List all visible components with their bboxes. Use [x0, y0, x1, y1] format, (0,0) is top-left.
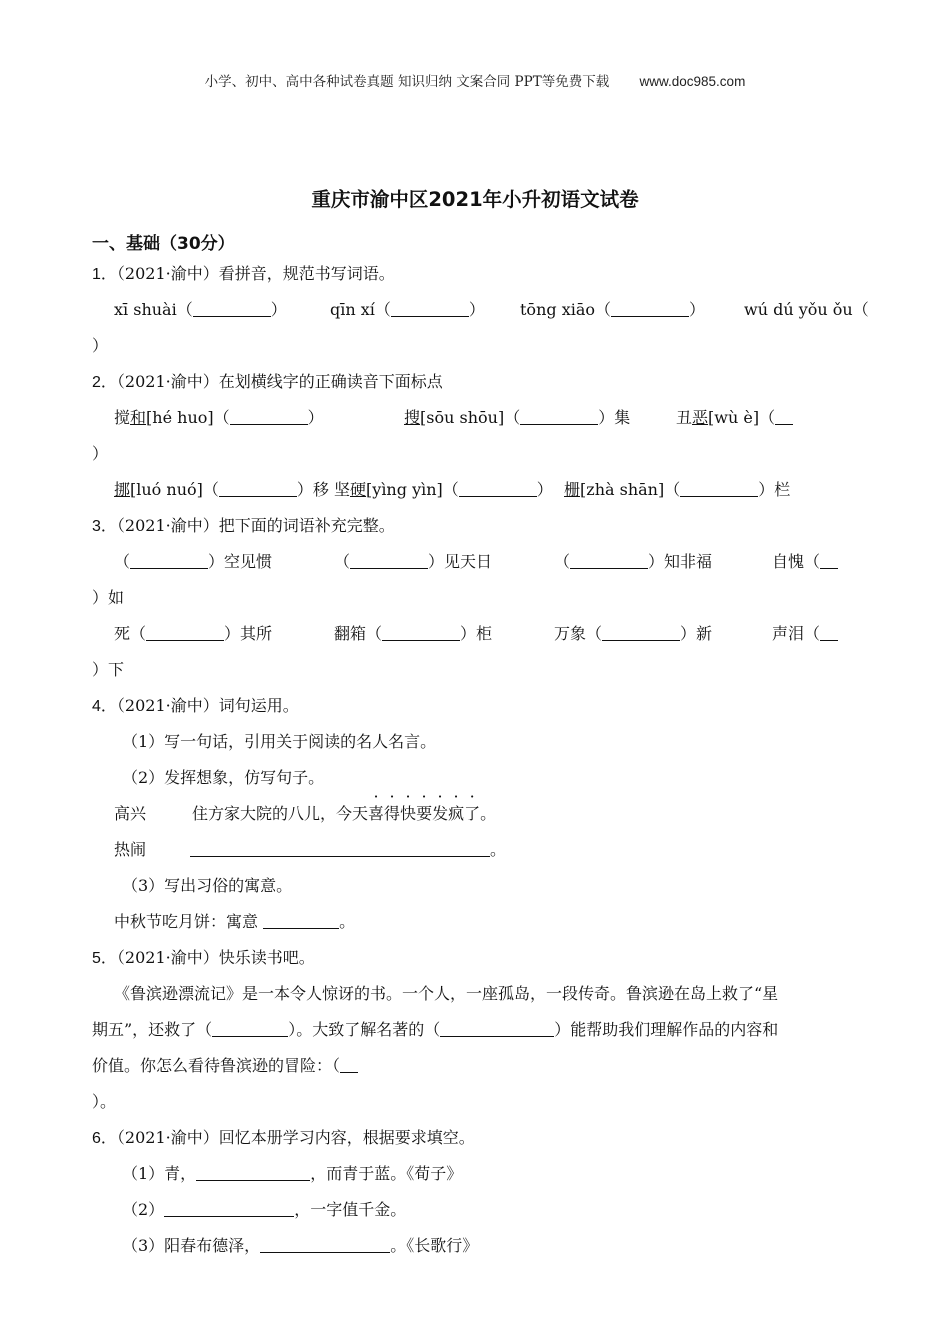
punctuation: 。	[490, 840, 507, 859]
answer-blank[interactable]	[212, 1018, 288, 1037]
idiom-part: 如	[108, 588, 125, 607]
idiom-part: 翻箱	[334, 624, 367, 643]
q2-item-underlined: 栅	[564, 480, 581, 499]
idiom-part: 自愧	[772, 552, 805, 571]
idiom-part: 万象	[554, 624, 587, 643]
q4-example	[92, 796, 862, 832]
example-word: 高兴	[114, 804, 147, 823]
imitation-word: 热闹	[114, 840, 147, 859]
q3-row-1: （ ）空见惯 （ ）见天日 （ ）知非福 自愧（	[92, 544, 862, 580]
q2-row-1: 搅和[hé huo]（ ） 搜[sōu shōu]（ ）集 丑恶[wù è]（	[92, 400, 862, 436]
poem-text: （3）阳春布德泽，	[122, 1236, 261, 1255]
q5-passage-line	[92, 1012, 862, 1048]
custom-prompt: 中秋节吃月饼：寓意	[114, 912, 259, 931]
q2-item-pinyin: [hé huo]	[146, 408, 214, 427]
answer-blank[interactable]	[340, 1054, 358, 1073]
example-sentence: 住方家大院的八儿，今天	[192, 804, 369, 823]
q6-item-3	[92, 1228, 862, 1264]
q4-number: 4．	[92, 698, 117, 715]
q5-number: 5．	[92, 950, 117, 967]
answer-blank[interactable]	[820, 622, 838, 641]
answer-blank[interactable]	[680, 478, 758, 497]
q2-number: 2．	[92, 374, 117, 391]
q3-text: （2021·渝中）把下面的词语补充完整。	[116, 516, 395, 535]
q2-item-char: 栏	[774, 480, 791, 499]
idiom-part: 柜	[476, 624, 493, 643]
q6-item-1	[92, 1156, 862, 1192]
q1-pinyin: qīn xí	[330, 300, 375, 319]
q1-pinyin: xī shuài	[114, 300, 177, 319]
poem-text: ，一字值千金。	[294, 1200, 407, 1219]
q2-item-pinyin: [sōu shōu]	[420, 408, 505, 427]
q5-passage-line	[92, 1048, 862, 1084]
idiom-part: 新	[696, 624, 713, 643]
q6-number: 6．	[92, 1130, 117, 1147]
q4-imitation	[92, 832, 862, 868]
answer-blank[interactable]	[196, 1162, 310, 1181]
emphasized-phrase: 喜得快要发疯了	[368, 804, 481, 823]
answer-blank[interactable]	[130, 550, 208, 569]
answer-blank[interactable]	[440, 1018, 554, 1037]
question-4	[92, 688, 862, 724]
q1-pinyin: tōng xiāo	[520, 300, 596, 319]
answer-blank[interactable]	[219, 478, 297, 497]
q1-text: （2021·渝中）看拼音，规范书写词语。	[116, 264, 395, 283]
q2-item-underlined: 搜	[404, 408, 421, 427]
answer-blank[interactable]	[164, 1198, 294, 1217]
q6-item-2	[92, 1192, 862, 1228]
q4-custom	[92, 904, 862, 940]
page-title: 重庆市渝中区2021年小升初语文试卷	[311, 188, 639, 211]
page-header	[0, 70, 950, 90]
q2-wrap: ）	[92, 444, 109, 463]
exam-content	[92, 232, 869, 1264]
idiom-part: 死	[114, 624, 131, 643]
q4-text: （2021·渝中）词句运用。	[116, 696, 299, 715]
q2-item-underlined: 恶	[692, 408, 709, 427]
q2-item-underlined: 硬	[350, 480, 367, 499]
question-5	[92, 940, 862, 976]
q3-row-2: 死（ ）其所 翻箱（ ）柜 万象（ ）新 声泪（	[92, 616, 862, 652]
idiom-part: 其所	[240, 624, 273, 643]
answer-blank[interactable]	[350, 550, 428, 569]
question-3	[92, 508, 862, 544]
question-6	[92, 1120, 862, 1156]
question-2	[92, 364, 862, 400]
q1-wrap: ）	[92, 336, 109, 355]
answer-blank[interactable]	[382, 622, 460, 641]
q3-wrap-2: ）下	[92, 660, 125, 679]
punctuation: 。	[339, 912, 356, 931]
answer-blank[interactable]	[570, 550, 648, 569]
q2-item-char: 移	[312, 480, 329, 499]
passage-text: ）能帮助我们理解作品的内容和	[554, 1020, 779, 1039]
answer-blank[interactable]	[391, 298, 469, 317]
answer-blank[interactable]	[190, 838, 490, 857]
question-1	[92, 256, 862, 292]
q2-row-2: 挪[luó nuó]（ ）移 坚硬[yìng yìn]（ ） 栅[zhà shān]（ ）栏	[114, 480, 791, 499]
q1-number: 1．	[92, 266, 117, 283]
poem-text: （1）青，	[122, 1164, 197, 1183]
q2-item-char: 坚	[334, 480, 351, 499]
idiom-part: 声泪	[772, 624, 805, 643]
answer-blank[interactable]	[602, 622, 680, 641]
answer-blank[interactable]	[263, 910, 339, 929]
poem-text: （2）	[122, 1200, 165, 1219]
answer-blank[interactable]	[230, 406, 308, 425]
q4-part-3: （3）写出习俗的寓意。	[122, 876, 293, 895]
q3-number: 3．	[92, 518, 117, 535]
q5-passage-line: ）。	[92, 1092, 117, 1111]
poem-text: ，而青于蓝。《荀子》	[310, 1164, 463, 1183]
answer-blank[interactable]	[611, 298, 689, 317]
q1-row: xī shuài（ ） qīn xí（ ） tōng xiāo（ ） wú dú yǒu ǒu（	[114, 300, 869, 319]
q2-item-pinyin: [wù è]	[708, 408, 760, 427]
q5-passage-line: 《鲁滨逊漂流记》是一本令人惊讶的书。一个人，一座孤岛，一段传奇。鲁滨逊在岛上救了“星	[114, 984, 779, 1003]
q2-item-underlined: 挪	[114, 480, 131, 499]
passage-text: 价值。你怎么看待鲁滨逊的冒险：（	[92, 1056, 341, 1075]
q6-text: （2021·渝中）回忆本册学习内容，根据要求填空。	[116, 1128, 475, 1147]
idiom-part: 空见惯	[224, 552, 273, 571]
answer-blank[interactable]	[459, 478, 537, 497]
section-heading: 一、基础（30分）	[92, 234, 235, 254]
q4-part-1: （1）写一句话，引用关于阅读的名人名言。	[122, 732, 437, 751]
q2-item-underlined: 和	[130, 408, 147, 427]
q2-text: （2021·渝中）在划横线字的正确读音下面标点	[116, 372, 443, 391]
poem-text: 。《长歌行》	[390, 1236, 479, 1255]
header-text: 小学、初中、高中各种试卷真题 知识归纳 文案合同 PPT等免费下载	[204, 74, 610, 90]
idiom-part: 下	[108, 660, 125, 679]
answer-blank[interactable]	[260, 1234, 390, 1253]
q2-item-pinyin: [luó nuó]	[130, 480, 203, 499]
q4-part-2: （2）发挥想象，仿写句子。	[122, 768, 325, 787]
q1-pinyin: wú dú yǒu ǒu	[744, 300, 853, 319]
passage-text: 期五”，还救了（	[92, 1020, 213, 1039]
answer-blank[interactable]	[775, 406, 793, 425]
q2-item-pinyin: [zhà shān]	[580, 480, 665, 499]
answer-blank[interactable]	[820, 550, 838, 569]
answer-blank[interactable]	[146, 622, 224, 641]
answer-blank[interactable]	[520, 406, 598, 425]
header-site[interactable]: www.doc985.com	[639, 74, 746, 89]
q5-text: （2021·渝中）快乐读书吧。	[116, 948, 315, 967]
q2-item-pinyin: [yìng yìn]	[366, 480, 443, 499]
punctuation: 。	[480, 804, 497, 823]
passage-text: ）。大致了解名著的（	[288, 1020, 441, 1039]
q2-item-char: 集	[614, 408, 631, 427]
q2-item-char: 搅	[114, 408, 131, 427]
answer-blank[interactable]	[193, 298, 271, 317]
idiom-part: 知非福	[664, 552, 713, 571]
idiom-part: 见天日	[444, 552, 493, 571]
q2-item-char: 丑	[676, 408, 693, 427]
q3-wrap-1: ）如	[92, 588, 125, 607]
